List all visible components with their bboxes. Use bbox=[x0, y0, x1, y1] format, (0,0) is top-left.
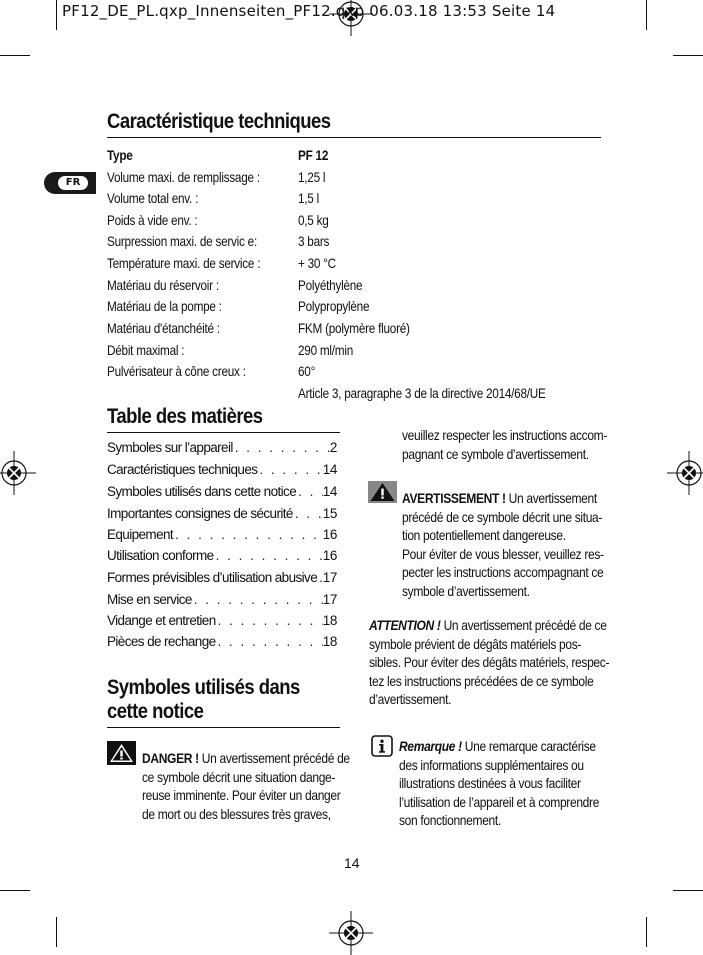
danger-text: Un avertissement précédé de bbox=[198, 750, 350, 766]
registration-mark-icon bbox=[667, 451, 703, 495]
toc-item[interactable] bbox=[107, 527, 337, 549]
toc-item-label: Utilisation conforme bbox=[107, 548, 214, 563]
print-slug: PF12_DE_PL.qxp_Innenseiten_PF12.qxp 06.03.18 13:53 Seite 14 bbox=[62, 2, 556, 20]
toc-item-label: Vidange et entretien bbox=[107, 613, 216, 628]
caution-label: ATTENTION ! bbox=[369, 617, 441, 633]
spec-row bbox=[107, 298, 607, 320]
crop-mark bbox=[56, 917, 57, 947]
warning-icon bbox=[368, 481, 397, 503]
warning-label: AVERTISSEMENT ! bbox=[402, 490, 506, 506]
toc-item[interactable] bbox=[107, 592, 337, 614]
spec-value: 60° bbox=[298, 363, 316, 379]
toc-item-page: 14 bbox=[322, 484, 337, 499]
toc-item-page: 16 bbox=[322, 527, 337, 542]
toc-item[interactable] bbox=[107, 570, 337, 592]
spec-value: PF 12 bbox=[298, 147, 329, 163]
warning-text: tion potentiellement dangereuse. bbox=[402, 527, 566, 543]
crop-mark bbox=[673, 55, 703, 56]
spec-row bbox=[107, 363, 607, 385]
danger-continuation bbox=[402, 426, 640, 463]
danger-paragraph bbox=[142, 749, 384, 823]
spec-value: Polypropylène bbox=[298, 298, 370, 314]
registration-mark-icon bbox=[329, 911, 373, 955]
toc-item-label: Mise en service bbox=[107, 592, 192, 607]
spec-row bbox=[107, 190, 607, 212]
toc-item-label: Importantes consignes de sécurité bbox=[107, 506, 293, 521]
caution-text: Un avertissement précédé de ce bbox=[440, 617, 607, 633]
note-label: Remarque ! bbox=[399, 738, 462, 754]
crop-mark bbox=[646, 0, 647, 30]
danger-text: de mort ou des blessures très graves, bbox=[142, 805, 331, 822]
warning-text: pecter les instructions accompagnant ce bbox=[402, 564, 604, 580]
spec-key: Température maxi. de service : bbox=[107, 255, 261, 271]
spec-key: Volume maxi. de remplissage : bbox=[107, 169, 260, 185]
danger-label: DANGER ! bbox=[142, 750, 199, 766]
note-text: des informations supplémentaires ou bbox=[399, 756, 584, 773]
spec-row bbox=[107, 212, 607, 234]
page-number: 14 bbox=[344, 855, 360, 871]
toc-item[interactable] bbox=[107, 484, 337, 506]
danger-warning-icon bbox=[107, 741, 136, 765]
toc-item-page: 15 bbox=[322, 506, 337, 521]
spec-value: 0,5 kg bbox=[298, 212, 329, 228]
spec-key: Matériau d'étanchéité : bbox=[107, 320, 220, 336]
spec-value: 1,25 l bbox=[298, 169, 326, 185]
symbols-title-rule bbox=[107, 727, 340, 728]
spec-row bbox=[107, 277, 607, 299]
spec-key: Type bbox=[107, 147, 133, 163]
toc-item-label: Caractéristiques techniques bbox=[107, 462, 258, 477]
crop-mark bbox=[646, 917, 647, 947]
specs-title-rule bbox=[107, 137, 601, 138]
crop-mark bbox=[673, 890, 703, 891]
warning-text: symbole d’avertissement. bbox=[402, 582, 530, 599]
registration-mark-icon bbox=[0, 451, 36, 495]
toc-item-label: Formes prévisibles d’utilisation abusive bbox=[107, 570, 318, 585]
toc-item-page: 18 bbox=[322, 613, 337, 628]
spec-key: Débit maximal : bbox=[107, 342, 185, 358]
symbols-title-line2: cette notice bbox=[107, 700, 204, 723]
spec-value: 290 ml/min bbox=[298, 342, 354, 358]
crop-mark bbox=[0, 55, 30, 56]
toc-item-page: 18 bbox=[322, 634, 337, 649]
toc-item[interactable] bbox=[107, 462, 337, 484]
toc-item[interactable] bbox=[107, 548, 337, 570]
symbols-title-line1: Symboles utilisés dans bbox=[107, 676, 300, 699]
danger-text: reuse imminente. Pour éviter un danger bbox=[142, 787, 341, 803]
warning-text: Pour éviter de vous blesser, veuillez res- bbox=[402, 545, 604, 562]
toc-item-label: Pièces de rechange bbox=[107, 634, 216, 649]
note-text: illustrations destinées à vous faciliter bbox=[399, 775, 581, 791]
spec-value: + 30 °C bbox=[298, 255, 336, 271]
spec-value: Polyéthylène bbox=[298, 277, 363, 293]
toc-item-page: 17 bbox=[322, 592, 337, 607]
spec-row bbox=[107, 233, 607, 255]
spec-key: Poids à vide env. : bbox=[107, 212, 198, 228]
danger-text: ce symbole décrit une situation dange- bbox=[142, 768, 336, 785]
info-icon bbox=[371, 735, 393, 757]
toc-item[interactable] bbox=[107, 506, 337, 528]
danger-text: veuillez respecter les instructions accom- bbox=[402, 427, 608, 443]
toc-title: Table des matières bbox=[107, 405, 263, 428]
spec-value: 3 bars bbox=[298, 233, 330, 249]
toc-item-label: Equipement bbox=[107, 527, 174, 542]
spec-row bbox=[107, 342, 607, 364]
spec-key: Pulvérisateur à cône creux : bbox=[107, 363, 246, 379]
toc-item-page: 14 bbox=[322, 462, 337, 477]
spec-row bbox=[107, 320, 607, 342]
toc-item[interactable] bbox=[107, 613, 337, 635]
warning-paragraph bbox=[402, 489, 637, 600]
specs-title: Caractéristique techniques bbox=[107, 110, 331, 133]
toc-item-page: 17 bbox=[322, 570, 337, 585]
spec-row bbox=[107, 169, 607, 191]
toc-item[interactable] bbox=[107, 634, 337, 656]
spec-row bbox=[107, 147, 607, 169]
caution-paragraph bbox=[369, 616, 648, 709]
spec-key: Surpression maxi. de servic e: bbox=[107, 233, 257, 249]
spec-row bbox=[107, 255, 607, 277]
caution-text: tez les instructions précédées de ce symbole bbox=[369, 672, 594, 689]
warning-text: Un avertissement bbox=[505, 490, 597, 506]
crop-mark bbox=[0, 890, 30, 891]
note-paragraph bbox=[399, 737, 632, 830]
spec-key: Volume total env. : bbox=[107, 190, 199, 206]
language-tab-label: FR bbox=[58, 176, 88, 190]
note-text: Une remarque caractérise bbox=[461, 738, 596, 754]
spec-value: FKM (polymère fluoré) bbox=[298, 320, 410, 336]
toc-item-page: 16 bbox=[322, 548, 337, 563]
crop-mark bbox=[56, 0, 57, 30]
spec-row bbox=[107, 385, 607, 407]
danger-text: pagnant ce symbole d’avertissement. bbox=[402, 445, 589, 462]
toc-item-label: Symboles utilisés dans cette notice bbox=[107, 484, 297, 499]
spec-value: Article 3, paragraphe 3 de la directive 2014/68/UE bbox=[298, 385, 546, 401]
toc-item-page: 2 bbox=[329, 440, 337, 455]
note-text: l’utilisation de l’appareil et à comprendre bbox=[399, 793, 600, 810]
spec-key: Matériau de la pompe : bbox=[107, 298, 222, 314]
toc-title-rule bbox=[107, 432, 340, 433]
caution-text: sibles. Pour éviter des dégâts matériels, respec- bbox=[369, 654, 610, 670]
toc-item[interactable] bbox=[107, 440, 337, 462]
caution-text: d’avertissement. bbox=[369, 691, 452, 707]
warning-text: précédé de ce symbole décrit une situa- bbox=[402, 508, 603, 525]
spec-key: Matériau du réservoir : bbox=[107, 277, 219, 293]
note-text: son fonctionnement. bbox=[399, 812, 501, 828]
caution-text: symbole prévient de dégâts matériels pos- bbox=[369, 635, 582, 652]
spec-value: 1,5 l bbox=[298, 190, 319, 206]
toc-item-label: Symboles sur l’appareil bbox=[107, 440, 233, 455]
